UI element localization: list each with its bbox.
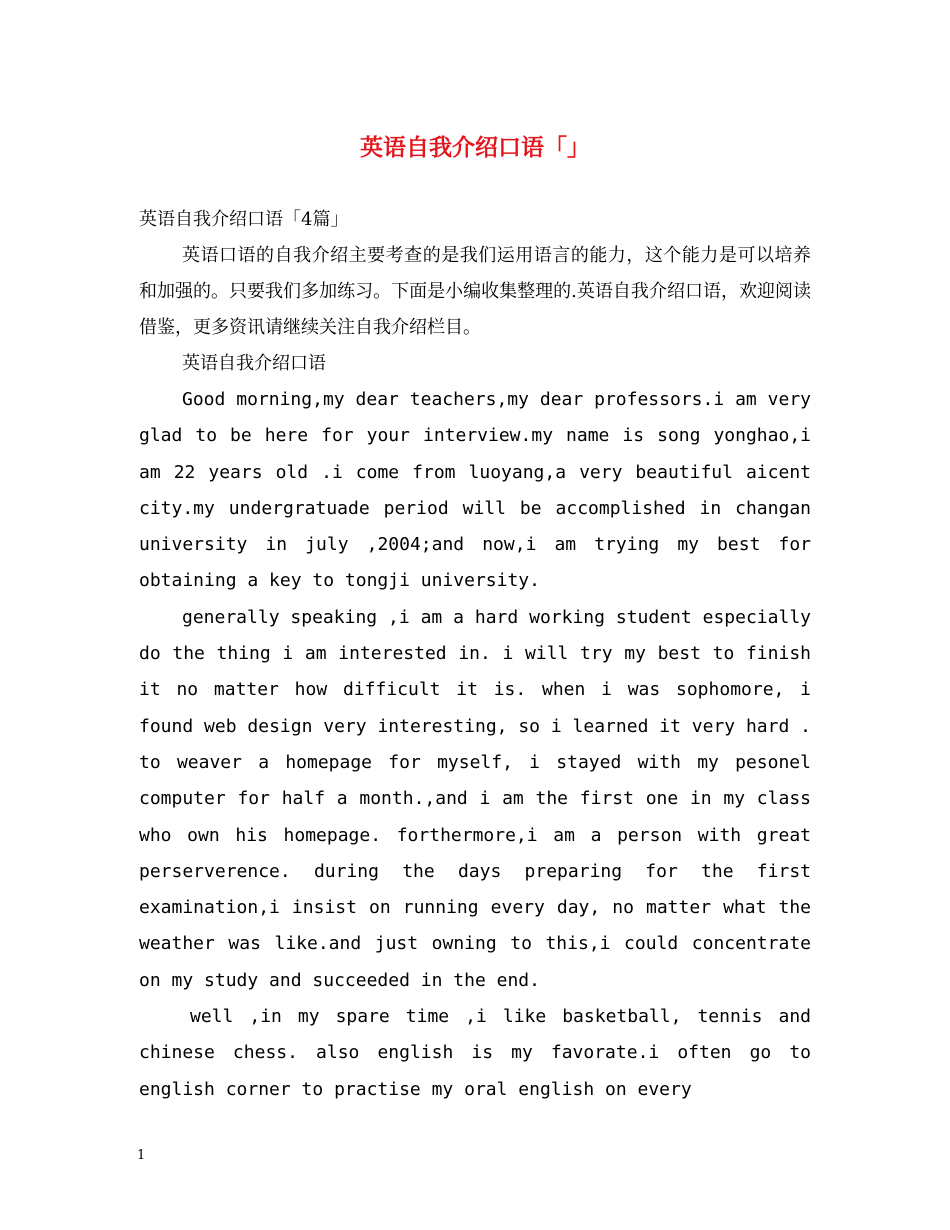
document-subtitle: 英语自我介绍口语「4篇」 [139,209,349,230]
intro-paragraph: 英语口语的自我介绍主要考查的是我们运用语言的能力，这个能力是可以培养和加强的。只要我们多加练习。下面是小编收集整理的.英语自我介绍口语，欢迎阅读借鉴，更多资讯请继续关注自我介绍栏目。 [139,245,811,338]
document-title: 英语自我介绍口语「」 [360,134,590,161]
body-paragraph: generally speaking ,i am a hard working student especially do the thing i am interested in. i will try my best to finish it no matter how difficult it is. when i was sophomore, i found web design very interesting, so i learned it very hard . to weaver a homepage for myself, i stayed with my pesonel computer for half a month.,and i am the first one in my class who own his homepage. forthermore,i am a person with great perserverence. during the days preparing for the first examination,i insist on running every day, no matter what the weather was like.and just owning to this,i could concentrate on my study and succeeded in the end. [139,606,811,991]
section-heading: 英语自我介绍口语 [182,353,326,374]
page-number: 1 [137,1148,146,1163]
body-paragraph: well ,in my spare time ,i like basketball, tennis and chinese chess. also english is my favorate.i often go to english corner to practise my oral english on every [139,1006,811,1100]
body-paragraph: Good morning,my dear teachers,my dear professors.i am very glad to be here for your interview.my name is song yonghao,i am 22 years old .i come from luoyang,a very beautiful aicent city.my undergratuade period will be accomplished in changan university in july ,2004;and now,i am trying my best for obtaining a key to tongji university. [139,389,811,592]
document-body [139,202,811,1108]
